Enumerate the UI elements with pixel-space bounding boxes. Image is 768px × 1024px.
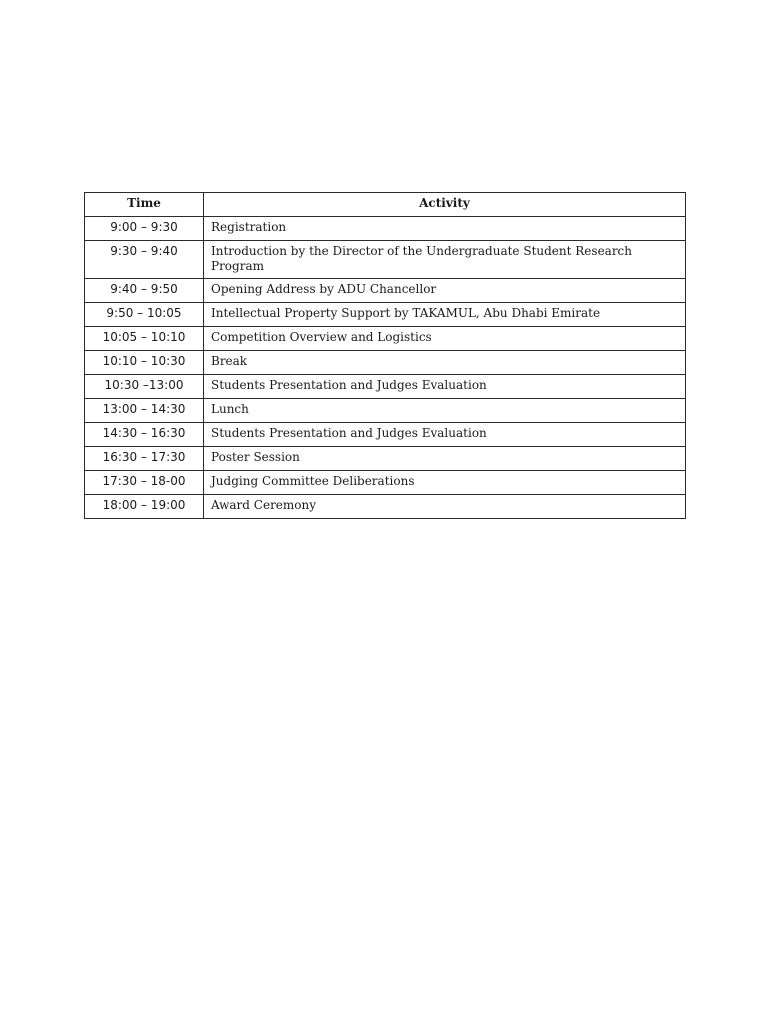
activity-cell: Competition Overview and Logistics [204,327,686,351]
activity-column-header: Activity [204,193,686,217]
table-row [85,351,686,375]
time-cell: 18:00 – 19:00 [85,495,204,519]
table-row [85,399,686,423]
activity-cell: Award Ceremony [204,495,686,519]
schedule-table-header [85,193,686,217]
table-row [85,241,686,279]
activity-cell: Poster Session [204,447,686,471]
time-cell: 14:30 – 16:30 [85,423,204,447]
time-cell: 9:00 – 9:30 [85,217,204,241]
activity-cell: Students Presentation and Judges Evaluation [204,375,686,399]
time-cell: 16:30 – 17:30 [85,447,204,471]
activity-cell: Intellectual Property Support by TAKAMUL, Abu Dhabi Emirate [204,303,686,327]
time-cell: 10:10 – 10:30 [85,351,204,375]
activity-cell: Students Presentation and Judges Evaluation [204,423,686,447]
activity-cell: Lunch [204,399,686,423]
schedule-table-body [85,217,686,519]
time-cell: 9:40 – 9:50 [85,279,204,303]
activity-cell: Registration [204,217,686,241]
table-row [85,447,686,471]
table-row [85,375,686,399]
time-cell: 9:50 – 10:05 [85,303,204,327]
table-row [85,279,686,303]
time-cell: 10:05 – 10:10 [85,327,204,351]
table-row [85,495,686,519]
time-cell: 17:30 – 18-00 [85,471,204,495]
activity-cell: Introduction by the Director of the Undergraduate Student Research Program [204,241,686,279]
header-row [85,193,686,217]
activity-cell: Opening Address by ADU Chancellor [204,279,686,303]
table-row [85,471,686,495]
table-row [85,327,686,351]
time-cell: 13:00 – 14:30 [85,399,204,423]
time-column-header: Time [85,193,204,217]
schedule-table [84,192,686,519]
activity-cell: Break [204,351,686,375]
time-cell: 10:30 –13:00 [85,375,204,399]
table-row [85,423,686,447]
table-row [85,217,686,241]
activity-cell: Judging Committee Deliberations [204,471,686,495]
time-cell: 9:30 – 9:40 [85,241,204,279]
table-row [85,303,686,327]
